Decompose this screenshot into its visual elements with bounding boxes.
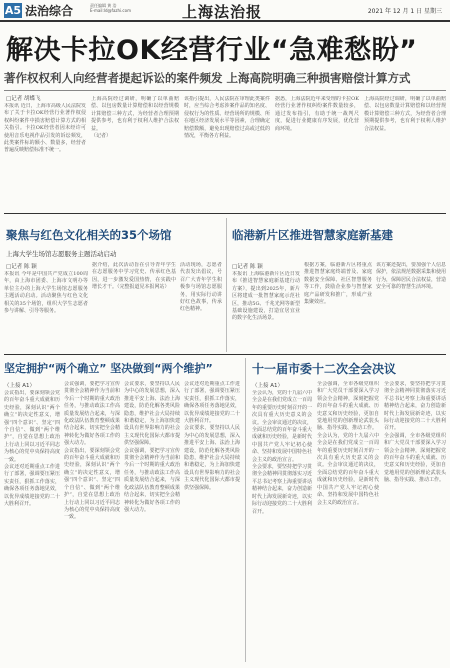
lead-body-column-4: [275, 96, 359, 209]
story5-paragraph: 全会认为，党的十九届六中全会是在我们党成立一百周年的重要历史时刻召开的一次具有重大历史意义的会议。全会审议通过的决议，全面总结党的百年奋斗重大成就和历史经验，是新时代中国共产党人牢记初心使命、坚持和发展中国特色社会主义的政治宣言。: [252, 390, 312, 463]
story3-column-1: [232, 271, 300, 350]
story5-headline: 十一届市委十二次全会决议: [252, 362, 397, 376]
story2-paragraph: 活动现场，志愿者代表发出倡议，号召广大青年学生积极参与场馆志愿服务，用实际行动讲好红色故事，传承红色精神。: [180, 262, 222, 313]
lead-paragraph: 上海高院经过调研，明确了以单曲赔偿、以包房数量计算赔偿和以经营规模计算赔偿三种方式，为经营者合理预期提供参考，也有利于权利人维护合法权益。: [91, 96, 179, 132]
story5-byline: （上接 A1）: [252, 383, 284, 389]
story4-paragraph: 会议指出，要深刻领会党的百年奋斗重大成就和历史经验，深刻认识“两个确立”的决定性意义，增强“四个意识”、坚定“四个自信”、做到“两个维护”，自觉在思想上政治上行动上同以习近平同志为核心的党中央保持高度一致。: [4, 390, 60, 463]
story5-paragraph: 全会强调，全市各级党组织和广大党员干部要深入学习领会全会精神，深刻把握党的百年奋斗的重大成就、历史意义和历史经验，更加自觉地用党的创新理论武装头脑、指导实践、推动工作。: [317, 381, 379, 432]
story3-column-3: [376, 262, 446, 350]
lead-body-column-1: [4, 103, 86, 209]
story5-paragraph: 全会要求，要坚持把学习贯彻全会精神同贯彻落实习近平总书记考察上海重要讲话精神结合起来，奋力创造新时代上海发展新奇迹，以实际行动迎接党的二十大胜利召开。: [252, 464, 312, 515]
story2-byline: □记者 陈 颖: [6, 264, 37, 270]
story4-paragraph: 会议还对近期重点工作进行了部署，强调要压紧压实责任，狠抓工作落实，确保各项任务落地见效，以优异成绩迎接党的二十大胜利召开。: [184, 381, 240, 425]
lead-headline: 解决卡拉OK经营行业“急难愁盼”: [6, 35, 418, 66]
lead-paragraph: 该指引提出，人民法院在审理此类案件时，应当综合考虑涉案作品的知名度、侵权行为的性质、经营场所的规模、所在地区经济发展水平等因素，合理确定赔偿数额，避免出现赔偿过高或过低的情况，平衡各方利益。: [184, 96, 270, 140]
divider: [4, 90, 446, 91]
story4-paragraph: 会议要求，要坚持以人民为中心的发展思想，深入推进平安上海、法治上海建设，防范化解各类风险隐患，维护社会大局持续和谐稳定，为上海加快建设具有世界影响力的社会主义现代化国际大都市提供坚强保障。: [124, 381, 180, 447]
newspaper-logo: 上海法治报: [182, 3, 263, 21]
story3-byline: □记者 陈 颖: [232, 264, 263, 270]
story4-paragraph: 会议还对近期重点工作进行了部署，强调要压紧压实责任，狠抓工作落实，确保各项任务落地见效，以优异成绩迎接党的二十大胜利召开。: [4, 464, 60, 508]
email-line: E-mail:ld@fazhi.com: [90, 8, 131, 13]
story2-headline: 聚焦与红色文化相关的35个场馆: [6, 228, 172, 242]
story3-paragraph: 根据方案，临港新片区将重点推进智慧家庭终端普及、家庭数据安全保障、社区智慧服务等工作，鼓励企业参与智慧家庭产品研发和推广，形成产业集聚效应。: [304, 262, 372, 306]
story2-column-1: [4, 271, 88, 350]
story2-column-3: [180, 262, 222, 350]
column-divider: [245, 358, 246, 662]
story4-byline: （上接 A1）: [4, 383, 36, 389]
story3-paragraph: 本报讯 上海临港新片区近日发布《推进智慧家庭新基建行动方案》，提出到2025年，新片区将建成一批智慧家庭示范社区，推动5G、千兆光网等新型基础设施建设，打造宜居宜业的数字化生活场景。: [232, 271, 300, 322]
story4-headline: 坚定拥护“两个确立” 坚决做到“两个维护”: [4, 362, 213, 375]
section-divider: [4, 354, 446, 355]
lead-paragraph: 上海高院经过调研，明确了以单曲赔偿、以包房数量计算赔偿和以经营规模计算赔偿三种方式，为经营者合理预期提供参考，也有利于权利人维护合法权益。: [364, 96, 446, 132]
story4-column-4: [184, 381, 240, 662]
section-title: 法治综合: [25, 4, 74, 18]
column-divider: [226, 218, 227, 352]
issue-date: 2021 年 12 月 1 日 星期三: [367, 8, 442, 15]
story4-paragraph: 会议指出，要深刻领会党的百年奋斗重大成就和历史经验，深刻认识“两个确立”的决定性意义，增强“四个意识”、坚定“四个自信”、做到“两个维护”，自觉在思想上政治上行动上同以习近平同志为核心的党中央保持高度一致。: [64, 447, 120, 521]
masthead: [0, 0, 450, 22]
story3-paragraph: 该方案还提出，要加强个人信息保护，依法规范数据采集和使用行为，保障居民合法权益，营造安全可靠的智慧生活环境。: [376, 262, 446, 291]
story2-column-2: [92, 262, 176, 350]
story5-column-3: [384, 381, 446, 662]
page-number-badge: A5: [4, 4, 22, 17]
lead-paragraph: （记者）: [91, 133, 112, 140]
story3-column-2: [304, 262, 372, 350]
story4-paragraph: 会议强调，要把学习宣传贯彻全会精神作为当前和今后一个时期的重大政治任务，与推动政法工作高质量发展结合起来，与深化政法队伍教育整顿成果结合起来，切实把全会精神转化为做好各项工作的强大动力。: [64, 381, 120, 447]
editor-line: 责任编辑 黄 浩: [90, 3, 117, 8]
lead-paragraph: 本报讯 近日，上海市高级人民法院发布了关于卡拉OK经营行业著作权侵权纠纷案件中损害赔偿计算方式的相关指引。卡拉OK经营者因未经许可使用音乐电视作品引发的诉讼频发，此类案件标的额小、数量多，经营者普遍反映赔偿标准不统一。: [4, 103, 86, 154]
story4-column-2: [64, 381, 120, 662]
story2-paragraph: 本报讯 今年是中国共产党成立100周年，由上海市团委、上海市文明办等单位主办的上海大学生场馆志愿服务主题活动启动。活动聚焦与红色文化相关的35个场馆，组织大学生志愿者参与讲解、引导等服务。: [4, 271, 88, 315]
story2-kicker: 上海大学生场馆志愿服务主题活动启动: [6, 250, 117, 258]
lead-body-column-2: [91, 96, 179, 209]
section-divider: [4, 213, 446, 214]
story3-headline: 临港新片区推进智慧家庭新基建: [232, 228, 393, 242]
story5-column-2: [317, 381, 379, 662]
story2-paragraph: 据介绍，此次活动旨在引导青年学生在志愿服务中学习党史、传承红色基因，进一步激发爱国热情，在实践中增长才干。（完整报道见本报网站）: [92, 262, 176, 291]
story4-column-3: [124, 381, 180, 662]
story5-paragraph: 全会认为，党的十九届六中全会是在我们党成立一百周年的重要历史时刻召开的一次具有重大历史意义的会议。全会审议通过的决议，全面总结党的百年奋斗重大成就和历史经验，是新时代中国共产党人牢记初心使命、坚持和发展中国特色社会主义的政治宣言。: [317, 432, 379, 506]
story4-paragraph: 会议强调，要把学习宣传贯彻全会精神作为当前和今后一个时期的重大政治任务，与推动政法工作高质量发展结合起来，与深化政法队伍教育整顿成果结合起来，切实把全会精神转化为做好各项工作的强大动力。: [124, 447, 180, 513]
lead-subheadline: 著作权权利人向经营者提起诉讼的案件频发 上海高院明确三种损害赔偿计算方式: [4, 71, 411, 85]
story5-paragraph: 全会要求，要坚持把学习贯彻全会精神同贯彻落实习近平总书记考察上海重要讲话精神结合起来，奋力创造新时代上海发展新奇迹，以实际行动迎接党的二十大胜利召开。: [384, 381, 446, 432]
story5-column-1: [252, 390, 312, 662]
lead-byline: □记者 胡蝶飞: [6, 96, 41, 102]
story4-column-1: [4, 390, 60, 662]
lead-paragraph: 据悉，上海法院近年来受理的卡拉OK经营行业著作权纠纷案件数量较多，通过发布指引，有助于统一裁判尺度，促进行业健康有序发展，优化营商环境。: [275, 96, 359, 132]
story5-paragraph: 全会强调，全市各级党组织和广大党员干部要深入学习领会全会精神，深刻把握党的百年奋斗的重大成就、历史意义和历史经验，更加自觉地用党的创新理论武装头脑、指导实践、推动工作。: [384, 432, 446, 484]
lead-body-column-5: [364, 96, 446, 209]
story4-paragraph: 会议要求，要坚持以人民为中心的发展思想，深入推进平安上海、法治上海建设，防范化解各类风险隐患，维护社会大局持续和谐稳定，为上海加快建设具有世界影响力的社会主义现代化国际大都市提供坚强保障。: [184, 425, 240, 491]
editor-meta: [90, 3, 180, 13]
lead-body-column-3: [184, 96, 270, 209]
